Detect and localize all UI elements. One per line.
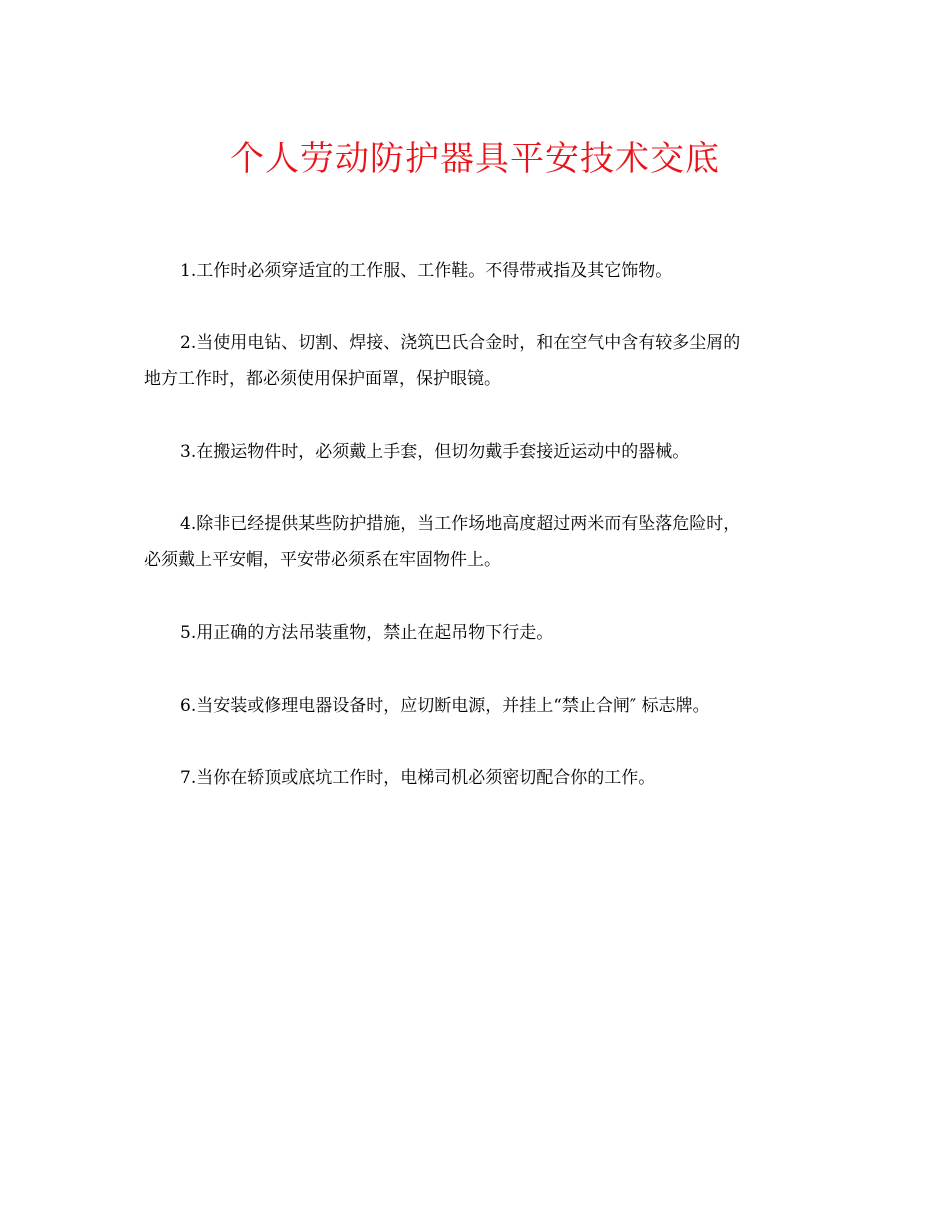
safety-item-6	[144, 688, 804, 724]
safety-item-5	[144, 615, 804, 651]
document-title: 个人劳动防护器具平安技术交底	[230, 139, 720, 179]
safety-item-3	[144, 434, 804, 470]
safety-item-4-line-1: 4.除非已经提供某些防护措施，当工作场地高度超过两米而有坠落危险时，	[180, 514, 741, 534]
safety-item-7	[144, 760, 804, 796]
safety-item-3-line-1: 3.在搬运物件时，必须戴上手套，但切勿戴手套接近运动中的器械。	[180, 442, 690, 462]
safety-item-4-line-2: 必须戴上平安帽，平安带必须系在牢固物件上。	[144, 550, 501, 570]
safety-item-1-line-1: 1.工作时必须穿适宜的工作服、工作鞋。不得带戒指及其它饰物。	[180, 261, 673, 281]
safety-item-5-line-1: 5.用正确的方法吊装重物，禁止在起吊物下行走。	[180, 623, 554, 643]
safety-item-7-line-1: 7.当你在轿顶或底坑工作时，电梯司机必须密切配合你的工作。	[180, 768, 656, 788]
safety-item-2-line-2: 地方工作时，都必须使用保护面罩，保护眼镜。	[144, 369, 501, 389]
safety-item-6-line-1: 6.当安装或修理电器设备时，应切断电源，并挂上“禁止合闸″ 标志牌。	[180, 696, 710, 716]
safety-item-1	[144, 253, 804, 289]
safety-item-2-line-1: 2.当使用电钻、切割、焊接、浇筑巴氏合金时，和在空气中含有较多尘屑的	[180, 333, 741, 353]
safety-item-4	[144, 506, 804, 578]
safety-item-2	[144, 325, 804, 397]
